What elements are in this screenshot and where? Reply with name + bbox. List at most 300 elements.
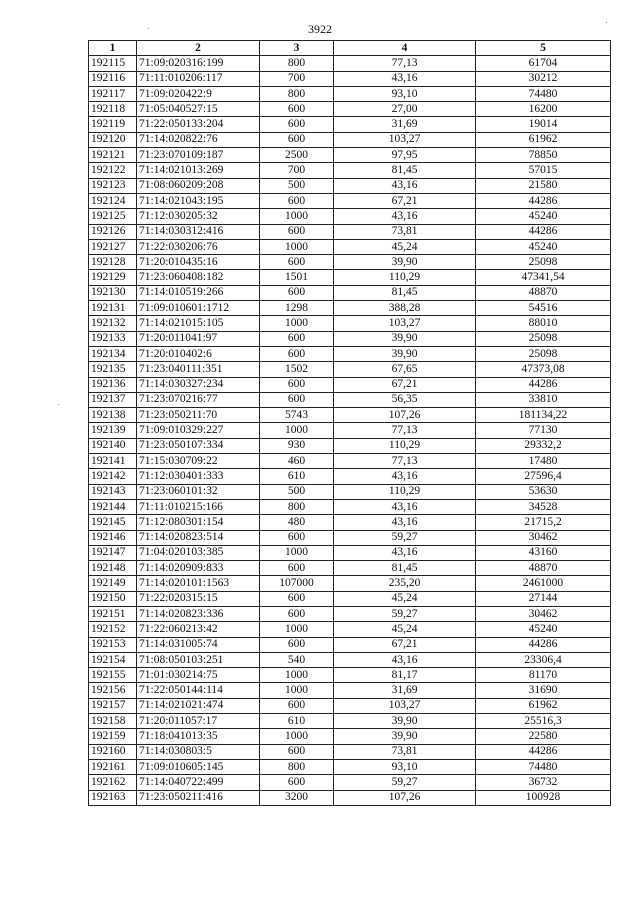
cell-col-4: 67,21 xyxy=(334,637,476,652)
cell-col-1: 192122 xyxy=(89,163,137,178)
table-row xyxy=(89,301,611,316)
cell-col-2: 71:14:020909:833 xyxy=(137,561,260,576)
table-row xyxy=(89,285,611,300)
cell-col-2: 71:09:020422:9 xyxy=(137,86,260,101)
cell-col-4: 73,81 xyxy=(334,224,476,239)
table-row xyxy=(89,622,611,637)
cell-col-4: 77,13 xyxy=(334,56,476,71)
cell-col-2: 71:23:070109:187 xyxy=(137,148,260,163)
cell-col-4: 93,10 xyxy=(334,86,476,101)
cell-col-3: 540 xyxy=(260,652,334,667)
table-row xyxy=(89,668,611,683)
cell-col-1: 192119 xyxy=(89,117,137,132)
cell-col-3: 3200 xyxy=(260,790,334,805)
cell-col-5: 29332,2 xyxy=(476,438,611,453)
cell-col-5: 48870 xyxy=(476,285,611,300)
cell-col-4: 81,45 xyxy=(334,163,476,178)
cell-col-3: 500 xyxy=(260,178,334,193)
cell-col-5: 47341,54 xyxy=(476,270,611,285)
cell-col-5: 21580 xyxy=(476,178,611,193)
cell-col-5: 53630 xyxy=(476,484,611,499)
table-row xyxy=(89,102,611,117)
cell-col-1: 192155 xyxy=(89,668,137,683)
cell-col-1: 192125 xyxy=(89,209,137,224)
cell-col-5: 61704 xyxy=(476,56,611,71)
cell-col-5: 54516 xyxy=(476,301,611,316)
cell-col-4: 45,24 xyxy=(334,239,476,254)
cell-col-4: 67,65 xyxy=(334,362,476,377)
cell-col-1: 192157 xyxy=(89,698,137,713)
table-row xyxy=(89,683,611,698)
cell-col-5: 44286 xyxy=(476,637,611,652)
cell-col-5: 25098 xyxy=(476,255,611,270)
cell-col-3: 610 xyxy=(260,469,334,484)
cell-col-1: 192144 xyxy=(89,499,137,514)
cell-col-1: 192136 xyxy=(89,377,137,392)
cell-col-1: 192153 xyxy=(89,637,137,652)
cell-col-4: 77,13 xyxy=(334,423,476,438)
cell-col-1: 192134 xyxy=(89,346,137,361)
cell-col-3: 1000 xyxy=(260,668,334,683)
cell-col-1: 192121 xyxy=(89,148,137,163)
column-header-2: 2 xyxy=(137,41,260,56)
cell-col-5: 77130 xyxy=(476,423,611,438)
cell-col-5: 22580 xyxy=(476,729,611,744)
column-header-5: 5 xyxy=(476,41,611,56)
cell-col-5: 30212 xyxy=(476,71,611,86)
cell-col-5: 61962 xyxy=(476,698,611,713)
cell-col-1: 192140 xyxy=(89,438,137,453)
cell-col-4: 103,27 xyxy=(334,698,476,713)
cell-col-5: 78850 xyxy=(476,148,611,163)
cell-col-2: 71:14:020101:1563 xyxy=(137,576,260,591)
cell-col-2: 71:20:011041:97 xyxy=(137,331,260,346)
cell-col-3: 800 xyxy=(260,86,334,101)
cell-col-2: 71:09:010329:227 xyxy=(137,423,260,438)
cell-col-3: 800 xyxy=(260,759,334,774)
cell-col-3: 1000 xyxy=(260,545,334,560)
cell-col-4: 39,90 xyxy=(334,346,476,361)
table-row xyxy=(89,652,611,667)
cell-col-2: 71:14:030327:234 xyxy=(137,377,260,392)
cell-col-2: 71:22:020315:15 xyxy=(137,591,260,606)
cell-col-1: 192151 xyxy=(89,606,137,621)
cell-col-4: 39,90 xyxy=(334,714,476,729)
cell-col-2: 71:09:010605:145 xyxy=(137,759,260,774)
cell-col-3: 1000 xyxy=(260,729,334,744)
cell-col-5: 33810 xyxy=(476,392,611,407)
cell-col-4: 43,16 xyxy=(334,545,476,560)
table-row xyxy=(89,331,611,346)
cell-col-5: 25516,3 xyxy=(476,714,611,729)
cell-col-1: 192148 xyxy=(89,561,137,576)
cell-col-1: 192128 xyxy=(89,255,137,270)
cell-col-1: 192161 xyxy=(89,759,137,774)
cell-col-5: 57015 xyxy=(476,163,611,178)
cell-col-4: 81,45 xyxy=(334,285,476,300)
cell-col-1: 192160 xyxy=(89,744,137,759)
table-row xyxy=(89,316,611,331)
cell-col-4: 59,27 xyxy=(334,530,476,545)
cell-col-2: 71:20:010402:6 xyxy=(137,346,260,361)
cell-col-2: 71:01:030214:75 xyxy=(137,668,260,683)
cell-col-1: 192158 xyxy=(89,714,137,729)
table-row xyxy=(89,163,611,178)
table-row xyxy=(89,545,611,560)
cell-col-3: 1000 xyxy=(260,209,334,224)
cell-col-4: 107,26 xyxy=(334,408,476,423)
cell-col-5: 44286 xyxy=(476,224,611,239)
cell-col-3: 600 xyxy=(260,530,334,545)
table-row xyxy=(89,193,611,208)
cell-col-5: 31690 xyxy=(476,683,611,698)
cell-col-3: 460 xyxy=(260,454,334,469)
cell-col-3: 600 xyxy=(260,377,334,392)
cell-col-5: 45240 xyxy=(476,622,611,637)
table-row xyxy=(89,423,611,438)
cell-col-5: 100928 xyxy=(476,790,611,805)
cell-col-1: 192152 xyxy=(89,622,137,637)
cell-col-4: 31,69 xyxy=(334,683,476,698)
table-row xyxy=(89,346,611,361)
table-row xyxy=(89,392,611,407)
cell-col-2: 71:08:060209:208 xyxy=(137,178,260,193)
cell-col-5: 81170 xyxy=(476,668,611,683)
cell-col-4: 43,16 xyxy=(334,178,476,193)
cell-col-4: 27,00 xyxy=(334,102,476,117)
cell-col-1: 192146 xyxy=(89,530,137,545)
cell-col-3: 930 xyxy=(260,438,334,453)
table-row xyxy=(89,714,611,729)
table-row xyxy=(89,117,611,132)
cell-col-1: 192116 xyxy=(89,71,137,86)
cell-col-3: 600 xyxy=(260,255,334,270)
cell-col-3: 1000 xyxy=(260,239,334,254)
cell-col-4: 43,16 xyxy=(334,209,476,224)
cell-col-3: 600 xyxy=(260,102,334,117)
cell-col-2: 71:04:020103:385 xyxy=(137,545,260,560)
table-row xyxy=(89,255,611,270)
cell-col-2: 71:23:050211:70 xyxy=(137,408,260,423)
table-row xyxy=(89,576,611,591)
cell-col-4: 39,90 xyxy=(334,255,476,270)
cell-col-1: 192138 xyxy=(89,408,137,423)
cell-col-1: 192115 xyxy=(89,56,137,71)
table-row xyxy=(89,729,611,744)
cell-col-2: 71:22:060213:42 xyxy=(137,622,260,637)
cell-col-1: 192162 xyxy=(89,775,137,790)
cell-col-2: 71:12:030205:32 xyxy=(137,209,260,224)
cell-col-4: 45,24 xyxy=(334,591,476,606)
cell-col-3: 600 xyxy=(260,193,334,208)
cell-col-5: 44286 xyxy=(476,744,611,759)
header-row xyxy=(89,41,611,56)
cell-col-3: 600 xyxy=(260,117,334,132)
cell-col-2: 71:14:021013:269 xyxy=(137,163,260,178)
cell-col-4: 93,10 xyxy=(334,759,476,774)
cell-col-1: 192145 xyxy=(89,515,137,530)
cell-col-3: 610 xyxy=(260,714,334,729)
cell-col-1: 192159 xyxy=(89,729,137,744)
cell-col-4: 43,16 xyxy=(334,652,476,667)
cell-col-2: 71:14:040722:499 xyxy=(137,775,260,790)
cell-col-3: 1502 xyxy=(260,362,334,377)
cell-col-4: 81,17 xyxy=(334,668,476,683)
table-row xyxy=(89,132,611,147)
table-row xyxy=(89,637,611,652)
cell-col-5: 43160 xyxy=(476,545,611,560)
cell-col-4: 235,20 xyxy=(334,576,476,591)
cell-col-2: 71:14:021021:474 xyxy=(137,698,260,713)
cell-col-4: 81,45 xyxy=(334,561,476,576)
table-row xyxy=(89,148,611,163)
cell-col-2: 71:09:020316:199 xyxy=(137,56,260,71)
cell-col-3: 600 xyxy=(260,561,334,576)
cell-col-5: 47373,08 xyxy=(476,362,611,377)
cell-col-1: 192141 xyxy=(89,454,137,469)
cell-col-5: 44286 xyxy=(476,193,611,208)
cell-col-2: 71:20:011057:17 xyxy=(137,714,260,729)
table-row xyxy=(89,178,611,193)
cell-col-3: 700 xyxy=(260,71,334,86)
cell-col-1: 192132 xyxy=(89,316,137,331)
cell-col-3: 500 xyxy=(260,484,334,499)
cell-col-3: 600 xyxy=(260,591,334,606)
cell-col-1: 192130 xyxy=(89,285,137,300)
cell-col-5: 44286 xyxy=(476,377,611,392)
table-row xyxy=(89,606,611,621)
column-header-1: 1 xyxy=(89,41,137,56)
cell-col-1: 192154 xyxy=(89,652,137,667)
cell-col-3: 600 xyxy=(260,331,334,346)
cell-col-5: 30462 xyxy=(476,606,611,621)
cell-col-3: 800 xyxy=(260,56,334,71)
cell-col-4: 59,27 xyxy=(334,775,476,790)
cell-col-4: 56,35 xyxy=(334,392,476,407)
cell-col-5: 23306,4 xyxy=(476,652,611,667)
table-row xyxy=(89,224,611,239)
cell-col-3: 1000 xyxy=(260,622,334,637)
cell-col-3: 480 xyxy=(260,515,334,530)
table-row xyxy=(89,591,611,606)
cell-col-1: 192137 xyxy=(89,392,137,407)
cell-col-2: 71:18:041013:35 xyxy=(137,729,260,744)
table-row xyxy=(89,499,611,514)
cell-col-5: 45240 xyxy=(476,209,611,224)
cell-col-2: 71:23:070216:77 xyxy=(137,392,260,407)
cell-col-1: 192127 xyxy=(89,239,137,254)
cell-col-3: 2500 xyxy=(260,148,334,163)
cell-col-4: 110,29 xyxy=(334,270,476,285)
cell-col-2: 71:09:010601:1712 xyxy=(137,301,260,316)
cell-col-1: 192149 xyxy=(89,576,137,591)
cell-col-3: 1501 xyxy=(260,270,334,285)
table-row xyxy=(89,408,611,423)
cell-col-2: 71:14:020823:336 xyxy=(137,606,260,621)
cell-col-1: 192135 xyxy=(89,362,137,377)
cell-col-5: 61962 xyxy=(476,132,611,147)
cell-col-4: 107,26 xyxy=(334,790,476,805)
cell-col-2: 71:14:030803:5 xyxy=(137,744,260,759)
table-row xyxy=(89,454,611,469)
cell-col-5: 88010 xyxy=(476,316,611,331)
cell-col-3: 600 xyxy=(260,637,334,652)
scan-speck xyxy=(606,22,607,23)
cell-col-1: 192120 xyxy=(89,132,137,147)
cell-col-2: 71:14:020823:514 xyxy=(137,530,260,545)
cell-col-1: 192142 xyxy=(89,469,137,484)
cell-col-1: 192156 xyxy=(89,683,137,698)
cell-col-1: 192139 xyxy=(89,423,137,438)
table-row xyxy=(89,377,611,392)
cell-col-5: 30462 xyxy=(476,530,611,545)
cell-col-1: 192133 xyxy=(89,331,137,346)
cell-col-2: 71:22:030206:76 xyxy=(137,239,260,254)
cell-col-3: 5743 xyxy=(260,408,334,423)
cell-col-2: 71:14:020822:76 xyxy=(137,132,260,147)
cell-col-5: 74480 xyxy=(476,759,611,774)
table-row xyxy=(89,698,611,713)
table-row xyxy=(89,790,611,805)
table-row xyxy=(89,469,611,484)
cell-col-4: 73,81 xyxy=(334,744,476,759)
cell-col-2: 71:14:010519:266 xyxy=(137,285,260,300)
cell-col-5: 25098 xyxy=(476,331,611,346)
cell-col-2: 71:23:060408:182 xyxy=(137,270,260,285)
cell-col-3: 600 xyxy=(260,775,334,790)
cell-col-3: 600 xyxy=(260,285,334,300)
cell-col-4: 43,16 xyxy=(334,71,476,86)
table-row xyxy=(89,362,611,377)
cell-col-4: 43,16 xyxy=(334,515,476,530)
cell-col-1: 192118 xyxy=(89,102,137,117)
cell-col-1: 192129 xyxy=(89,270,137,285)
cell-col-4: 43,16 xyxy=(334,499,476,514)
cell-col-5: 48870 xyxy=(476,561,611,576)
cell-col-2: 71:14:021043:195 xyxy=(137,193,260,208)
cell-col-3: 1000 xyxy=(260,316,334,331)
cell-col-5: 27596,4 xyxy=(476,469,611,484)
cell-col-4: 388,28 xyxy=(334,301,476,316)
cell-col-2: 71:23:050107:334 xyxy=(137,438,260,453)
cell-col-2: 71:11:010215:166 xyxy=(137,499,260,514)
cell-col-5: 17480 xyxy=(476,454,611,469)
cell-col-5: 21715,2 xyxy=(476,515,611,530)
cell-col-3: 600 xyxy=(260,224,334,239)
cell-col-4: 31,69 xyxy=(334,117,476,132)
cell-col-3: 700 xyxy=(260,163,334,178)
scan-speck xyxy=(148,28,149,29)
cell-col-5: 36732 xyxy=(476,775,611,790)
table-row xyxy=(89,71,611,86)
cell-col-5: 45240 xyxy=(476,239,611,254)
cell-col-1: 192163 xyxy=(89,790,137,805)
table-row xyxy=(89,56,611,71)
cell-col-2: 71:22:050133:204 xyxy=(137,117,260,132)
table-row xyxy=(89,438,611,453)
cell-col-1: 192131 xyxy=(89,301,137,316)
cell-col-5: 27144 xyxy=(476,591,611,606)
data-table xyxy=(88,40,611,806)
column-header-3: 3 xyxy=(260,41,334,56)
cell-col-4: 59,27 xyxy=(334,606,476,621)
cell-col-2: 71:11:010206:117 xyxy=(137,71,260,86)
scan-speck xyxy=(58,404,59,405)
cell-col-4: 110,29 xyxy=(334,484,476,499)
cell-col-3: 1298 xyxy=(260,301,334,316)
cell-col-3: 600 xyxy=(260,392,334,407)
cell-col-2: 71:15:030709:22 xyxy=(137,454,260,469)
table-row xyxy=(89,86,611,101)
cell-col-5: 16200 xyxy=(476,102,611,117)
cell-col-2: 71:12:080301:154 xyxy=(137,515,260,530)
table-body xyxy=(89,56,611,806)
table-row xyxy=(89,484,611,499)
cell-col-5: 19014 xyxy=(476,117,611,132)
cell-col-3: 600 xyxy=(260,132,334,147)
table-row xyxy=(89,744,611,759)
cell-col-5: 2461000 xyxy=(476,576,611,591)
cell-col-3: 600 xyxy=(260,606,334,621)
cell-col-3: 1000 xyxy=(260,423,334,438)
cell-col-1: 192150 xyxy=(89,591,137,606)
table-row xyxy=(89,270,611,285)
cell-col-2: 71:22:050144:114 xyxy=(137,683,260,698)
table-row xyxy=(89,775,611,790)
cell-col-2: 71:20:010435:16 xyxy=(137,255,260,270)
page-number: 3922 xyxy=(308,22,332,36)
table-row xyxy=(89,759,611,774)
cell-col-2: 71:23:050211:416 xyxy=(137,790,260,805)
cell-col-4: 39,90 xyxy=(334,331,476,346)
cell-col-4: 67,21 xyxy=(334,377,476,392)
cell-col-2: 71:23:060101:32 xyxy=(137,484,260,499)
cell-col-5: 34528 xyxy=(476,499,611,514)
cell-col-4: 45,24 xyxy=(334,622,476,637)
cell-col-4: 103,27 xyxy=(334,316,476,331)
table-row xyxy=(89,239,611,254)
cell-col-1: 192143 xyxy=(89,484,137,499)
cell-col-2: 71:23:040111:351 xyxy=(137,362,260,377)
cell-col-3: 600 xyxy=(260,698,334,713)
cell-col-5: 181134,22 xyxy=(476,408,611,423)
cell-col-3: 800 xyxy=(260,499,334,514)
cell-col-4: 103,27 xyxy=(334,132,476,147)
cell-col-4: 97,95 xyxy=(334,148,476,163)
cell-col-4: 67,21 xyxy=(334,193,476,208)
cell-col-4: 43,16 xyxy=(334,469,476,484)
cell-col-5: 74480 xyxy=(476,86,611,101)
cell-col-1: 192147 xyxy=(89,545,137,560)
cell-col-3: 600 xyxy=(260,346,334,361)
column-header-4: 4 xyxy=(334,41,476,56)
cell-col-4: 39,90 xyxy=(334,729,476,744)
cell-col-5: 25098 xyxy=(476,346,611,361)
cell-col-4: 110,29 xyxy=(334,438,476,453)
cell-col-2: 71:14:021015:105 xyxy=(137,316,260,331)
cell-col-4: 77,13 xyxy=(334,454,476,469)
cell-col-3: 600 xyxy=(260,744,334,759)
table-row xyxy=(89,561,611,576)
cell-col-1: 192123 xyxy=(89,178,137,193)
cell-col-2: 71:12:030401:333 xyxy=(137,469,260,484)
cell-col-3: 1000 xyxy=(260,683,334,698)
cell-col-1: 192124 xyxy=(89,193,137,208)
cell-col-1: 192126 xyxy=(89,224,137,239)
cell-col-1: 192117 xyxy=(89,86,137,101)
cell-col-3: 107000 xyxy=(260,576,334,591)
cell-col-2: 71:08:050103:251 xyxy=(137,652,260,667)
